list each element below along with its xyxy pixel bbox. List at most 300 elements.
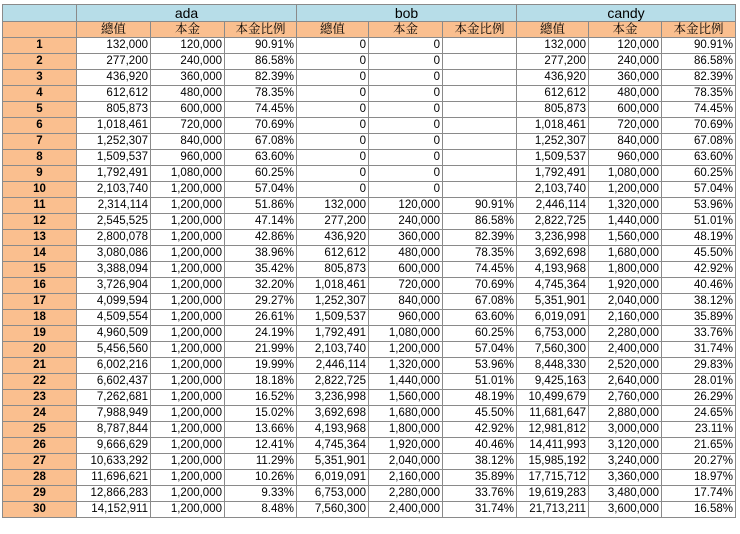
ada-ratio-cell[interactable]: 16.52% (225, 390, 297, 406)
ada-principal-cell[interactable]: 1,200,000 (151, 358, 225, 374)
bob-total-cell[interactable]: 2,446,114 (297, 358, 369, 374)
ada-total-cell[interactable]: 12,866,283 (77, 486, 151, 502)
bob-ratio-cell[interactable]: 51.01% (443, 374, 517, 390)
bob-principal-cell[interactable]: 2,040,000 (369, 454, 443, 470)
candy-ratio-cell[interactable]: 90.91% (662, 38, 736, 54)
candy-total-cell[interactable]: 2,446,114 (517, 198, 589, 214)
row-index-cell[interactable]: 19 (3, 326, 77, 342)
row-index-cell[interactable]: 28 (3, 470, 77, 486)
candy-ratio-cell[interactable]: 38.12% (662, 294, 736, 310)
candy-ratio-cell[interactable]: 42.92% (662, 262, 736, 278)
bob-ratio-cell[interactable]: 38.12% (443, 454, 517, 470)
ada-principal-cell[interactable]: 1,200,000 (151, 198, 225, 214)
bob-principal-cell[interactable]: 840,000 (369, 294, 443, 310)
candy-total-cell[interactable]: 2,103,740 (517, 182, 589, 198)
candy-total-cell[interactable]: 2,822,725 (517, 214, 589, 230)
bob-ratio-cell[interactable]: 70.69% (443, 278, 517, 294)
ada-total-cell[interactable]: 1,509,537 (77, 150, 151, 166)
header-index-cell[interactable] (3, 22, 77, 38)
candy-total-cell[interactable]: 8,448,330 (517, 358, 589, 374)
bob-principal-cell[interactable]: 1,320,000 (369, 358, 443, 374)
bob-total-cell[interactable]: 0 (297, 166, 369, 182)
candy-ratio-cell[interactable]: 26.29% (662, 390, 736, 406)
ada-ratio-cell[interactable]: 18.18% (225, 374, 297, 390)
candy-principal-cell[interactable]: 480,000 (589, 86, 662, 102)
bob-total-cell[interactable]: 6,753,000 (297, 486, 369, 502)
ada-principal-cell[interactable]: 1,200,000 (151, 470, 225, 486)
candy-principal-cell[interactable]: 1,920,000 (589, 278, 662, 294)
bob-ratio-cell[interactable] (443, 86, 517, 102)
bob-ratio-cell[interactable]: 33.76% (443, 486, 517, 502)
header-principal[interactable]: 本金 (369, 22, 443, 38)
candy-ratio-cell[interactable]: 70.69% (662, 118, 736, 134)
candy-ratio-cell[interactable]: 86.58% (662, 54, 736, 70)
ada-ratio-cell[interactable]: 8.48% (225, 502, 297, 518)
candy-ratio-cell[interactable]: 82.39% (662, 70, 736, 86)
row-index-cell[interactable]: 6 (3, 118, 77, 134)
bob-principal-cell[interactable]: 0 (369, 150, 443, 166)
header-principal[interactable]: 本金 (589, 22, 662, 38)
candy-total-cell[interactable]: 436,920 (517, 70, 589, 86)
bob-ratio-cell[interactable]: 60.25% (443, 326, 517, 342)
ada-total-cell[interactable]: 14,152,911 (77, 502, 151, 518)
candy-principal-cell[interactable]: 1,440,000 (589, 214, 662, 230)
row-index-cell[interactable]: 1 (3, 38, 77, 54)
candy-total-cell[interactable]: 805,873 (517, 102, 589, 118)
ada-total-cell[interactable]: 9,666,629 (77, 438, 151, 454)
candy-principal-cell[interactable]: 1,680,000 (589, 246, 662, 262)
candy-principal-cell[interactable]: 2,880,000 (589, 406, 662, 422)
candy-principal-cell[interactable]: 3,480,000 (589, 486, 662, 502)
bob-principal-cell[interactable]: 480,000 (369, 246, 443, 262)
ada-total-cell[interactable]: 3,726,904 (77, 278, 151, 294)
row-index-cell[interactable]: 9 (3, 166, 77, 182)
candy-ratio-cell[interactable]: 29.83% (662, 358, 736, 374)
ada-principal-cell[interactable]: 1,200,000 (151, 182, 225, 198)
bob-ratio-cell[interactable] (443, 102, 517, 118)
bob-total-cell[interactable]: 0 (297, 38, 369, 54)
bob-total-cell[interactable]: 7,560,300 (297, 502, 369, 518)
candy-ratio-cell[interactable]: 48.19% (662, 230, 736, 246)
bob-ratio-cell[interactable]: 40.46% (443, 438, 517, 454)
ada-ratio-cell[interactable]: 67.08% (225, 134, 297, 150)
candy-ratio-cell[interactable]: 57.04% (662, 182, 736, 198)
bob-principal-cell[interactable]: 2,160,000 (369, 470, 443, 486)
bob-principal-cell[interactable]: 0 (369, 70, 443, 86)
candy-ratio-cell[interactable]: 45.50% (662, 246, 736, 262)
candy-total-cell[interactable]: 10,499,679 (517, 390, 589, 406)
candy-principal-cell[interactable]: 960,000 (589, 150, 662, 166)
bob-principal-cell[interactable]: 0 (369, 38, 443, 54)
bob-total-cell[interactable]: 0 (297, 150, 369, 166)
candy-principal-cell[interactable]: 3,000,000 (589, 422, 662, 438)
ada-principal-cell[interactable]: 720,000 (151, 118, 225, 134)
bob-ratio-cell[interactable]: 31.74% (443, 502, 517, 518)
candy-ratio-cell[interactable]: 78.35% (662, 86, 736, 102)
candy-ratio-cell[interactable]: 28.01% (662, 374, 736, 390)
ada-principal-cell[interactable]: 360,000 (151, 70, 225, 86)
group-header-bob[interactable]: bob (297, 5, 517, 22)
bob-total-cell[interactable]: 1,252,307 (297, 294, 369, 310)
ada-ratio-cell[interactable]: 82.39% (225, 70, 297, 86)
bob-total-cell[interactable]: 1,792,491 (297, 326, 369, 342)
bob-principal-cell[interactable]: 1,800,000 (369, 422, 443, 438)
candy-principal-cell[interactable]: 2,280,000 (589, 326, 662, 342)
ada-ratio-cell[interactable]: 10.26% (225, 470, 297, 486)
bob-principal-cell[interactable]: 1,080,000 (369, 326, 443, 342)
candy-ratio-cell[interactable]: 17.74% (662, 486, 736, 502)
candy-principal-cell[interactable]: 2,520,000 (589, 358, 662, 374)
ada-principal-cell[interactable]: 1,200,000 (151, 406, 225, 422)
bob-total-cell[interactable]: 6,019,091 (297, 470, 369, 486)
candy-total-cell[interactable]: 1,792,491 (517, 166, 589, 182)
row-index-cell[interactable]: 29 (3, 486, 77, 502)
bob-ratio-cell[interactable]: 53.96% (443, 358, 517, 374)
candy-total-cell[interactable]: 6,753,000 (517, 326, 589, 342)
bob-ratio-cell[interactable] (443, 182, 517, 198)
candy-total-cell[interactable]: 17,715,712 (517, 470, 589, 486)
row-index-cell[interactable]: 25 (3, 422, 77, 438)
row-index-cell[interactable]: 12 (3, 214, 77, 230)
candy-total-cell[interactable]: 3,236,998 (517, 230, 589, 246)
row-index-cell[interactable]: 4 (3, 86, 77, 102)
bob-ratio-cell[interactable]: 35.89% (443, 470, 517, 486)
bob-ratio-cell[interactable]: 86.58% (443, 214, 517, 230)
candy-principal-cell[interactable]: 1,320,000 (589, 198, 662, 214)
group-header-candy[interactable]: candy (517, 5, 736, 22)
bob-total-cell[interactable]: 4,193,968 (297, 422, 369, 438)
candy-total-cell[interactable]: 7,560,300 (517, 342, 589, 358)
ada-principal-cell[interactable]: 1,200,000 (151, 454, 225, 470)
bob-ratio-cell[interactable]: 45.50% (443, 406, 517, 422)
ada-total-cell[interactable]: 805,873 (77, 102, 151, 118)
ada-ratio-cell[interactable]: 78.35% (225, 86, 297, 102)
ada-principal-cell[interactable]: 1,200,000 (151, 486, 225, 502)
ada-ratio-cell[interactable]: 19.99% (225, 358, 297, 374)
ada-total-cell[interactable]: 5,456,560 (77, 342, 151, 358)
header-total-value[interactable]: 總值 (77, 22, 151, 38)
candy-total-cell[interactable]: 6,019,091 (517, 310, 589, 326)
header-principal-ratio[interactable]: 本金比例 (662, 22, 736, 38)
candy-total-cell[interactable]: 1,018,461 (517, 118, 589, 134)
bob-ratio-cell[interactable]: 57.04% (443, 342, 517, 358)
candy-total-cell[interactable]: 21,713,211 (517, 502, 589, 518)
bob-total-cell[interactable]: 4,745,364 (297, 438, 369, 454)
bob-principal-cell[interactable]: 2,400,000 (369, 502, 443, 518)
candy-principal-cell[interactable]: 240,000 (589, 54, 662, 70)
candy-total-cell[interactable]: 4,745,364 (517, 278, 589, 294)
bob-total-cell[interactable]: 0 (297, 134, 369, 150)
bob-ratio-cell[interactable]: 82.39% (443, 230, 517, 246)
bob-total-cell[interactable]: 5,351,901 (297, 454, 369, 470)
ada-ratio-cell[interactable]: 9.33% (225, 486, 297, 502)
candy-principal-cell[interactable]: 3,120,000 (589, 438, 662, 454)
header-principal[interactable]: 本金 (151, 22, 225, 38)
ada-ratio-cell[interactable]: 35.42% (225, 262, 297, 278)
row-index-cell[interactable]: 8 (3, 150, 77, 166)
bob-total-cell[interactable]: 277,200 (297, 214, 369, 230)
header-principal-ratio[interactable]: 本金比例 (225, 22, 297, 38)
bob-total-cell[interactable]: 1,018,461 (297, 278, 369, 294)
ada-principal-cell[interactable]: 1,200,000 (151, 342, 225, 358)
ada-principal-cell[interactable]: 1,200,000 (151, 310, 225, 326)
ada-principal-cell[interactable]: 1,200,000 (151, 214, 225, 230)
ada-ratio-cell[interactable]: 90.91% (225, 38, 297, 54)
bob-total-cell[interactable]: 0 (297, 54, 369, 70)
candy-total-cell[interactable]: 15,985,192 (517, 454, 589, 470)
ada-principal-cell[interactable]: 960,000 (151, 150, 225, 166)
candy-ratio-cell[interactable]: 60.25% (662, 166, 736, 182)
ada-ratio-cell[interactable]: 86.58% (225, 54, 297, 70)
bob-ratio-cell[interactable]: 67.08% (443, 294, 517, 310)
candy-ratio-cell[interactable]: 33.76% (662, 326, 736, 342)
candy-ratio-cell[interactable]: 16.58% (662, 502, 736, 518)
candy-ratio-cell[interactable]: 31.74% (662, 342, 736, 358)
row-index-cell[interactable]: 16 (3, 278, 77, 294)
ada-ratio-cell[interactable]: 21.99% (225, 342, 297, 358)
candy-total-cell[interactable]: 1,252,307 (517, 134, 589, 150)
ada-total-cell[interactable]: 2,545,525 (77, 214, 151, 230)
candy-ratio-cell[interactable]: 63.60% (662, 150, 736, 166)
candy-principal-cell[interactable]: 2,040,000 (589, 294, 662, 310)
bob-principal-cell[interactable]: 720,000 (369, 278, 443, 294)
ada-principal-cell[interactable]: 1,080,000 (151, 166, 225, 182)
candy-principal-cell[interactable]: 2,640,000 (589, 374, 662, 390)
bob-principal-cell[interactable]: 0 (369, 54, 443, 70)
bob-ratio-cell[interactable]: 48.19% (443, 390, 517, 406)
candy-total-cell[interactable]: 19,619,283 (517, 486, 589, 502)
candy-principal-cell[interactable]: 600,000 (589, 102, 662, 118)
candy-principal-cell[interactable]: 3,600,000 (589, 502, 662, 518)
ada-total-cell[interactable]: 2,103,740 (77, 182, 151, 198)
candy-principal-cell[interactable]: 1,200,000 (589, 182, 662, 198)
ada-total-cell[interactable]: 7,262,681 (77, 390, 151, 406)
row-index-cell[interactable]: 11 (3, 198, 77, 214)
ada-ratio-cell[interactable]: 32.20% (225, 278, 297, 294)
ada-principal-cell[interactable]: 1,200,000 (151, 230, 225, 246)
candy-total-cell[interactable]: 5,351,901 (517, 294, 589, 310)
ada-total-cell[interactable]: 4,099,594 (77, 294, 151, 310)
row-index-cell[interactable]: 26 (3, 438, 77, 454)
ada-ratio-cell[interactable]: 47.14% (225, 214, 297, 230)
ada-total-cell[interactable]: 4,509,554 (77, 310, 151, 326)
bob-total-cell[interactable]: 3,236,998 (297, 390, 369, 406)
ada-ratio-cell[interactable]: 13.66% (225, 422, 297, 438)
candy-total-cell[interactable]: 11,681,647 (517, 406, 589, 422)
bob-principal-cell[interactable]: 960,000 (369, 310, 443, 326)
bob-ratio-cell[interactable] (443, 38, 517, 54)
row-index-cell[interactable]: 20 (3, 342, 77, 358)
ada-total-cell[interactable]: 612,612 (77, 86, 151, 102)
ada-principal-cell[interactable]: 840,000 (151, 134, 225, 150)
ada-total-cell[interactable]: 6,002,216 (77, 358, 151, 374)
bob-total-cell[interactable]: 2,103,740 (297, 342, 369, 358)
bob-principal-cell[interactable]: 0 (369, 102, 443, 118)
row-index-cell[interactable]: 15 (3, 262, 77, 278)
candy-total-cell[interactable]: 612,612 (517, 86, 589, 102)
candy-principal-cell[interactable]: 1,080,000 (589, 166, 662, 182)
candy-principal-cell[interactable]: 840,000 (589, 134, 662, 150)
ada-ratio-cell[interactable]: 29.27% (225, 294, 297, 310)
candy-principal-cell[interactable]: 1,560,000 (589, 230, 662, 246)
ada-ratio-cell[interactable]: 74.45% (225, 102, 297, 118)
row-index-cell[interactable]: 17 (3, 294, 77, 310)
header-total-value[interactable]: 總值 (517, 22, 589, 38)
ada-total-cell[interactable]: 3,388,094 (77, 262, 151, 278)
header-total-value[interactable]: 總值 (297, 22, 369, 38)
ada-ratio-cell[interactable]: 63.60% (225, 150, 297, 166)
bob-total-cell[interactable]: 805,873 (297, 262, 369, 278)
ada-principal-cell[interactable]: 1,200,000 (151, 390, 225, 406)
ada-total-cell[interactable]: 2,314,114 (77, 198, 151, 214)
bob-ratio-cell[interactable] (443, 166, 517, 182)
ada-ratio-cell[interactable]: 11.29% (225, 454, 297, 470)
bob-ratio-cell[interactable]: 74.45% (443, 262, 517, 278)
ada-total-cell[interactable]: 3,080,086 (77, 246, 151, 262)
bob-principal-cell[interactable]: 1,680,000 (369, 406, 443, 422)
bob-total-cell[interactable]: 132,000 (297, 198, 369, 214)
candy-ratio-cell[interactable]: 74.45% (662, 102, 736, 118)
bob-ratio-cell[interactable]: 90.91% (443, 198, 517, 214)
candy-ratio-cell[interactable]: 21.65% (662, 438, 736, 454)
ada-total-cell[interactable]: 2,800,078 (77, 230, 151, 246)
bob-principal-cell[interactable]: 1,200,000 (369, 342, 443, 358)
ada-total-cell[interactable]: 132,000 (77, 38, 151, 54)
bob-ratio-cell[interactable] (443, 118, 517, 134)
candy-total-cell[interactable]: 1,509,537 (517, 150, 589, 166)
bob-total-cell[interactable]: 0 (297, 70, 369, 86)
bob-ratio-cell[interactable]: 63.60% (443, 310, 517, 326)
bob-total-cell[interactable]: 0 (297, 86, 369, 102)
candy-principal-cell[interactable]: 3,360,000 (589, 470, 662, 486)
ada-ratio-cell[interactable]: 60.25% (225, 166, 297, 182)
ada-principal-cell[interactable]: 1,200,000 (151, 278, 225, 294)
ada-principal-cell[interactable]: 240,000 (151, 54, 225, 70)
ada-principal-cell[interactable]: 1,200,000 (151, 294, 225, 310)
ada-total-cell[interactable]: 7,988,949 (77, 406, 151, 422)
candy-principal-cell[interactable]: 360,000 (589, 70, 662, 86)
candy-total-cell[interactable]: 4,193,968 (517, 262, 589, 278)
row-index-cell[interactable]: 27 (3, 454, 77, 470)
ada-total-cell[interactable]: 1,792,491 (77, 166, 151, 182)
bob-ratio-cell[interactable]: 42.92% (443, 422, 517, 438)
candy-ratio-cell[interactable]: 24.65% (662, 406, 736, 422)
candy-total-cell[interactable]: 132,000 (517, 38, 589, 54)
ada-total-cell[interactable]: 10,633,292 (77, 454, 151, 470)
ada-principal-cell[interactable]: 1,200,000 (151, 262, 225, 278)
ada-ratio-cell[interactable]: 12.41% (225, 438, 297, 454)
candy-principal-cell[interactable]: 120,000 (589, 38, 662, 54)
bob-ratio-cell[interactable] (443, 134, 517, 150)
header-principal-ratio[interactable]: 本金比例 (443, 22, 517, 38)
ada-principal-cell[interactable]: 1,200,000 (151, 502, 225, 518)
candy-principal-cell[interactable]: 3,240,000 (589, 454, 662, 470)
candy-total-cell[interactable]: 277,200 (517, 54, 589, 70)
bob-principal-cell[interactable]: 0 (369, 134, 443, 150)
candy-total-cell[interactable]: 9,425,163 (517, 374, 589, 390)
bob-total-cell[interactable]: 436,920 (297, 230, 369, 246)
ada-ratio-cell[interactable]: 24.19% (225, 326, 297, 342)
row-index-cell[interactable]: 21 (3, 358, 77, 374)
ada-principal-cell[interactable]: 1,200,000 (151, 326, 225, 342)
candy-principal-cell[interactable]: 2,400,000 (589, 342, 662, 358)
ada-principal-cell[interactable]: 120,000 (151, 38, 225, 54)
bob-ratio-cell[interactable]: 78.35% (443, 246, 517, 262)
candy-principal-cell[interactable]: 2,160,000 (589, 310, 662, 326)
row-index-cell[interactable]: 5 (3, 102, 77, 118)
bob-ratio-cell[interactable] (443, 150, 517, 166)
row-index-cell[interactable]: 22 (3, 374, 77, 390)
ada-total-cell[interactable]: 1,252,307 (77, 134, 151, 150)
candy-ratio-cell[interactable]: 23.11% (662, 422, 736, 438)
candy-ratio-cell[interactable]: 51.01% (662, 214, 736, 230)
candy-principal-cell[interactable]: 720,000 (589, 118, 662, 134)
ada-principal-cell[interactable]: 1,200,000 (151, 246, 225, 262)
bob-total-cell[interactable]: 1,509,537 (297, 310, 369, 326)
candy-total-cell[interactable]: 3,692,698 (517, 246, 589, 262)
row-index-cell[interactable]: 3 (3, 70, 77, 86)
candy-ratio-cell[interactable]: 35.89% (662, 310, 736, 326)
row-index-cell[interactable]: 14 (3, 246, 77, 262)
bob-total-cell[interactable]: 612,612 (297, 246, 369, 262)
bob-principal-cell[interactable]: 0 (369, 118, 443, 134)
bob-ratio-cell[interactable] (443, 54, 517, 70)
candy-principal-cell[interactable]: 2,760,000 (589, 390, 662, 406)
ada-ratio-cell[interactable]: 26.61% (225, 310, 297, 326)
bob-ratio-cell[interactable] (443, 70, 517, 86)
corner-cell[interactable] (3, 5, 77, 22)
ada-total-cell[interactable]: 1,018,461 (77, 118, 151, 134)
ada-principal-cell[interactable]: 1,200,000 (151, 422, 225, 438)
candy-ratio-cell[interactable]: 67.08% (662, 134, 736, 150)
bob-principal-cell[interactable]: 120,000 (369, 198, 443, 214)
candy-ratio-cell[interactable]: 18.97% (662, 470, 736, 486)
ada-principal-cell[interactable]: 1,200,000 (151, 438, 225, 454)
ada-total-cell[interactable]: 277,200 (77, 54, 151, 70)
group-header-ada[interactable]: ada (77, 5, 297, 22)
row-index-cell[interactable]: 13 (3, 230, 77, 246)
ada-ratio-cell[interactable]: 70.69% (225, 118, 297, 134)
row-index-cell[interactable]: 7 (3, 134, 77, 150)
row-index-cell[interactable]: 18 (3, 310, 77, 326)
ada-total-cell[interactable]: 6,602,437 (77, 374, 151, 390)
bob-principal-cell[interactable]: 0 (369, 182, 443, 198)
ada-ratio-cell[interactable]: 15.02% (225, 406, 297, 422)
ada-principal-cell[interactable]: 1,200,000 (151, 374, 225, 390)
ada-ratio-cell[interactable]: 42.86% (225, 230, 297, 246)
candy-total-cell[interactable]: 12,981,812 (517, 422, 589, 438)
bob-principal-cell[interactable]: 2,280,000 (369, 486, 443, 502)
candy-total-cell[interactable]: 14,411,993 (517, 438, 589, 454)
row-index-cell[interactable]: 30 (3, 502, 77, 518)
bob-principal-cell[interactable]: 1,920,000 (369, 438, 443, 454)
row-index-cell[interactable]: 24 (3, 406, 77, 422)
bob-principal-cell[interactable]: 600,000 (369, 262, 443, 278)
ada-principal-cell[interactable]: 600,000 (151, 102, 225, 118)
row-index-cell[interactable]: 10 (3, 182, 77, 198)
candy-ratio-cell[interactable]: 40.46% (662, 278, 736, 294)
ada-ratio-cell[interactable]: 51.86% (225, 198, 297, 214)
ada-ratio-cell[interactable]: 57.04% (225, 182, 297, 198)
ada-ratio-cell[interactable]: 38.96% (225, 246, 297, 262)
ada-total-cell[interactable]: 8,787,844 (77, 422, 151, 438)
candy-ratio-cell[interactable]: 20.27% (662, 454, 736, 470)
bob-principal-cell[interactable]: 1,560,000 (369, 390, 443, 406)
bob-total-cell[interactable]: 3,692,698 (297, 406, 369, 422)
row-index-cell[interactable]: 2 (3, 54, 77, 70)
bob-principal-cell[interactable]: 1,440,000 (369, 374, 443, 390)
bob-total-cell[interactable]: 0 (297, 102, 369, 118)
